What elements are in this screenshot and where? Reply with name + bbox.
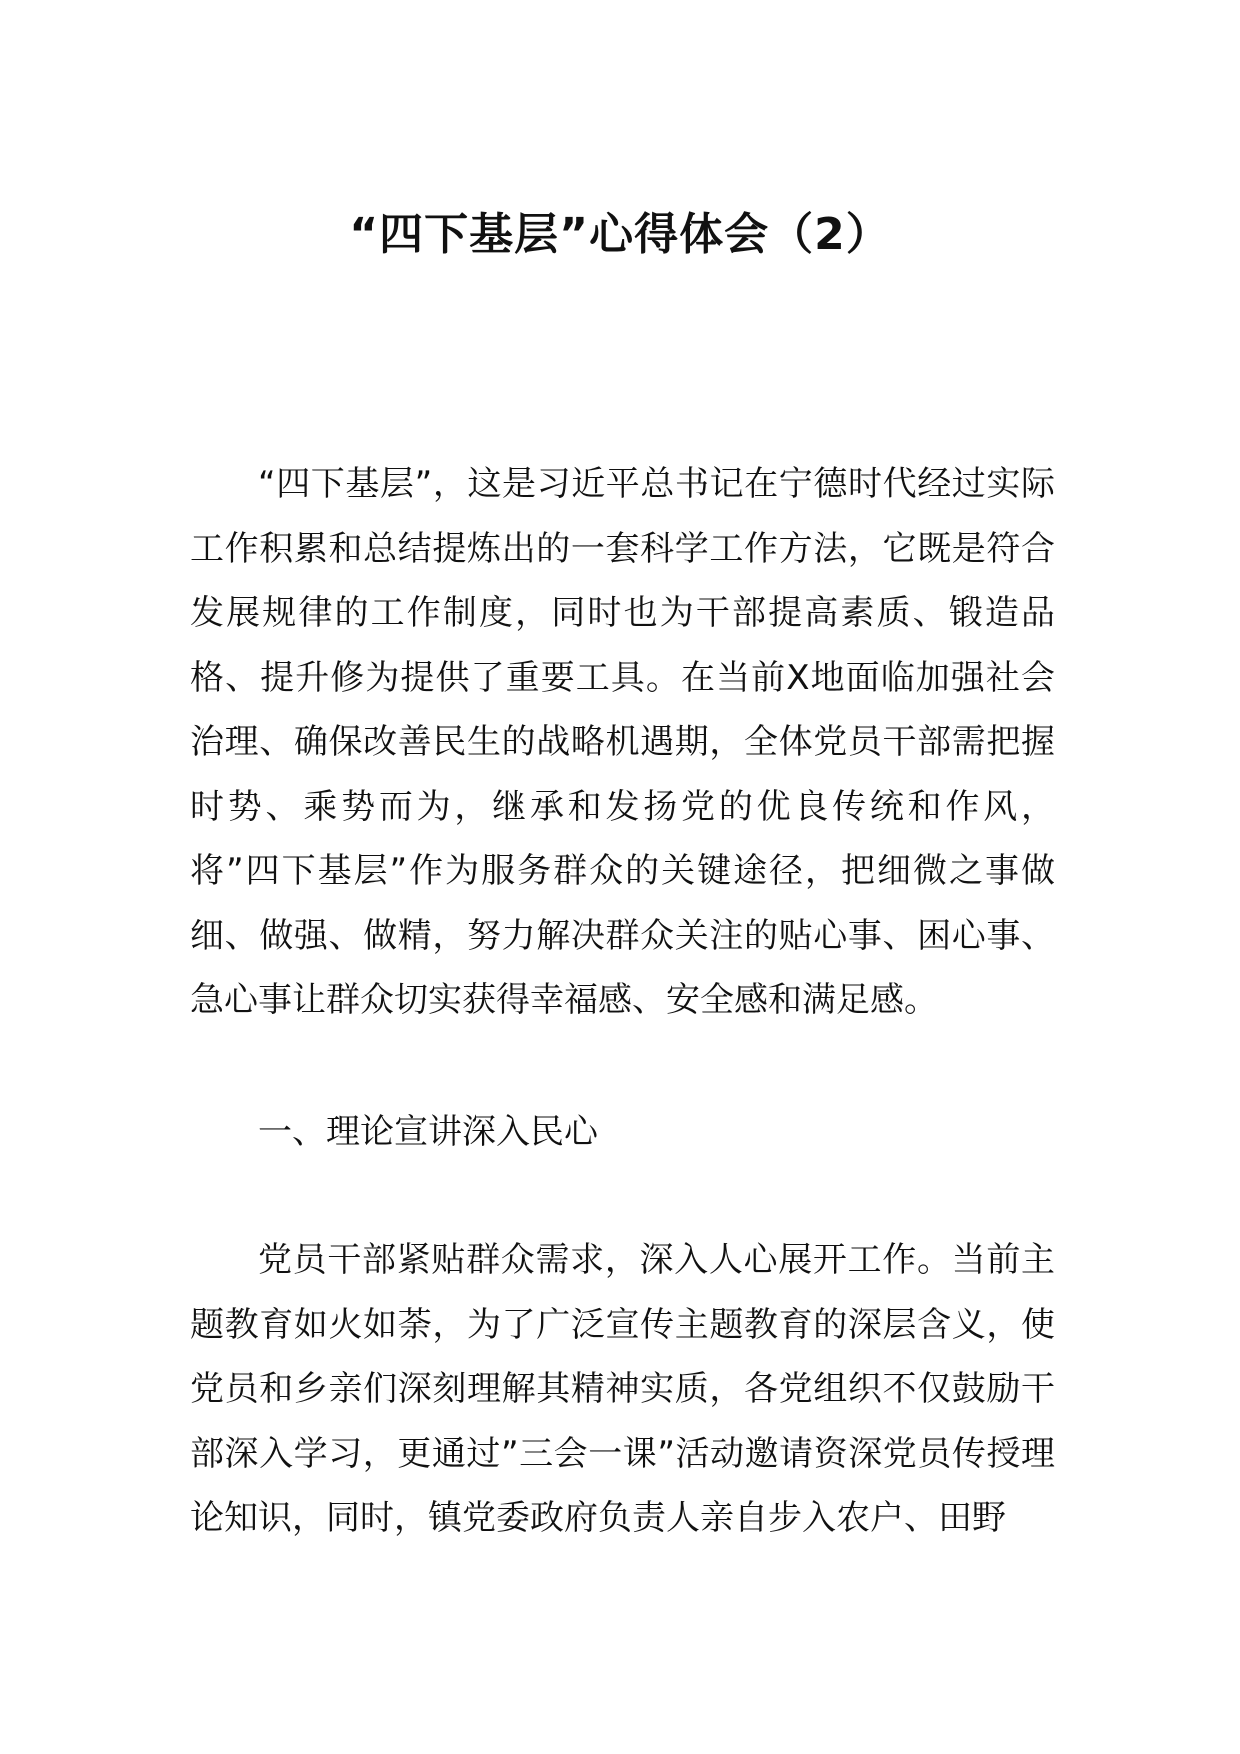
paragraph-intro: “四下基层”，这是习近平总书记在宁德时代经过实际工作积累和总结提炼出的一套科学工作方法，它既是符合发展规律的工作制度，同时也为干部提高素质、锻造品格、提升修为提供了重要工具。在当前X地面临加强社会治理、确保改善民生的战略机遇期，全体党员干部需把握时势、乘势而为，继承和发扬党的优良传统和作风，将”四下基层”作为服务群众的关键途径，把细微之事做细、做强、做精，努力解决群众关注的贴心事、困心事、急心事让群众切实获得幸福感、安全感和满足感。	[190, 464, 1055, 1020]
section-heading-1: 一、理论宣讲深入民心	[258, 1112, 598, 1152]
paragraph-section-1: 党员干部紧贴群众需求，深入人心展开工作。当前主题教育如火如荼，为了广泛宣传主题教育的深层含义，使党员和乡亲们深刻理解其精神实质，各党组织不仅鼓励干部深入学习，更通过”三会一课”活动邀请资深党员传授理论知识，同时，镇党委政府负责人亲自步入农户、田野	[190, 1240, 1055, 1538]
document-title: “四下基层”心得体会（2）	[349, 209, 891, 260]
